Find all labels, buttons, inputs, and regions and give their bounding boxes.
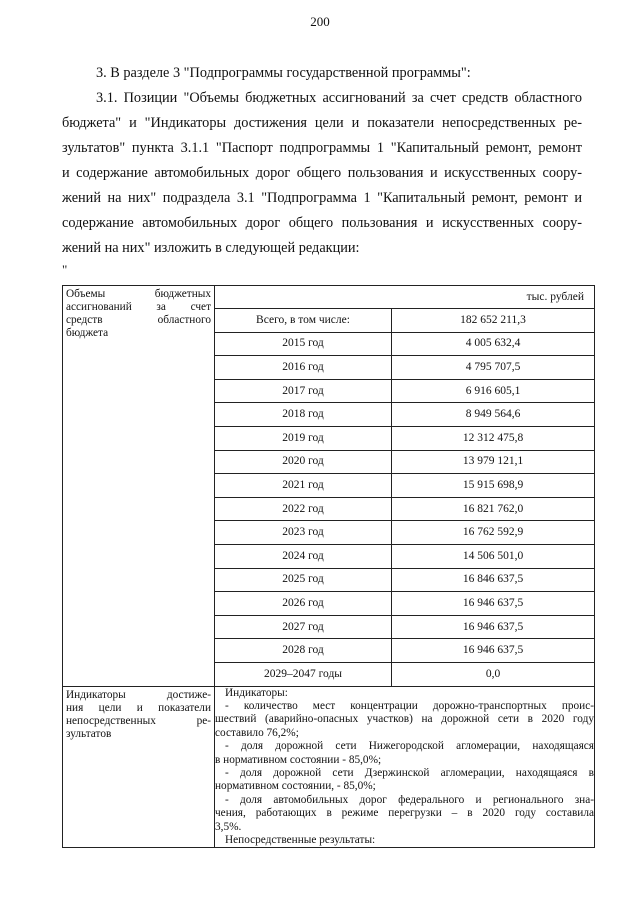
amount-value: 16 946 637,5 [392,639,595,663]
amount-value: 15 915 698,9 [392,474,595,498]
budget-label-line: Объемы бюджетных [66,288,211,300]
year-label: 2019 год [215,426,392,450]
page-number: 200 [310,14,330,29]
section-heading-paragraph [62,61,582,86]
year-label: 2020 год [215,450,392,474]
indicator-line: шествий (аварийно-опасных участков) на дорожной сети в 2020 году [215,713,594,726]
amount-value: 14 506 501,0 [392,544,595,568]
amount-value: 16 946 637,5 [392,615,595,639]
paragraph-line: и содержание автомобильных дорог общего пользования и искусственных соору- [62,165,582,181]
results-heading: Непосредственные результаты: [225,833,376,846]
paragraph-line: зультатов" пункта 3.1.1 "Паспорт подпрограммы 1 "Капитальный ремонт, ремонт [62,140,582,156]
budget-row-period [215,662,594,685]
indicators-row [63,686,595,848]
amount-value: 6 916 605,1 [392,379,595,403]
budget-row-year [215,521,594,545]
year-label: 2028 год [215,639,392,663]
units-row [215,286,594,309]
amount-value: 16 846 637,5 [392,568,595,592]
indicator-line: составило 76,2%; [215,726,299,739]
budget-row-year [215,615,594,639]
budget-row-total [215,309,594,333]
amount-value: 16 946 637,5 [392,592,595,616]
passport-table [62,285,595,848]
amount-value: 16 821 762,0 [392,497,595,521]
amount-value: 4 005 632,4 [392,332,595,356]
year-label: 2025 год [215,568,392,592]
budget-row-year [215,497,594,521]
budget-row-year [215,426,594,450]
budget-row-year [215,592,594,616]
paragraph-line: бюджета" и "Индикаторы достижения цели и показатели непосредственных ре- [62,115,582,131]
year-label: 2021 год [215,474,392,498]
year-label: 2018 год [215,403,392,427]
indicator-line: - доля дорожной сети Нижегородской агломерации, находящаяся [225,740,594,753]
units-label: тыс. рублей [215,286,594,309]
amount-value: 182 652 211,3 [392,309,595,333]
indicators-label-line: зультатов [66,727,112,740]
budget-label-line: средств областного [66,314,211,326]
budget-label-line: ассигнований за счет [66,301,211,313]
budget-row-year [215,639,594,663]
budget-row-year [215,474,594,498]
budget-row-year [215,403,594,427]
budget-row-year [215,544,594,568]
indicators-label-line: ния цели и показатели [66,701,211,714]
indicators-label-cell [63,686,215,848]
budget-row-year [215,379,594,403]
paragraph-line: 3.1. Позиции "Объемы бюджетных ассигнований за счет средств областного [96,90,582,106]
amount-value: 4 795 707,5 [392,356,595,380]
amendment-paragraph [62,86,582,261]
year-label: 2027 год [215,615,392,639]
amount-value: 13 979 121,1 [392,450,595,474]
amount-value: 8 949 564,6 [392,403,595,427]
budget-values-table [215,286,594,686]
year-label: 2015 год [215,332,392,356]
budget-values-cell [215,286,595,687]
budget-label-cell [63,286,215,687]
indicator-line: - доля автомобильных дорог федерального и регионального зна- [225,793,594,806]
amount-value: 12 312 475,8 [392,426,595,450]
budget-row-year [215,356,594,380]
year-label: 2016 год [215,356,392,380]
year-label: 2022 год [215,497,392,521]
indicator-line: чения, работающих в режиме перегрузки – в 2020 году составила [215,807,594,820]
opening-quote-mark: " [62,262,68,277]
year-label: 2023 год [215,521,392,545]
indicators-label-line: непосредственных ре- [66,714,211,727]
year-label: 2017 год [215,379,392,403]
budget-row-year [215,568,594,592]
year-label: Всего, в том числе: [215,309,392,333]
indicator-line: 3,5%. [215,820,242,833]
year-label: 2029–2047 годы [215,662,392,685]
budget-row-year [215,332,594,356]
amount-value: 0,0 [392,662,595,685]
year-label: 2026 год [215,592,392,616]
indicator-line: - количество мест концентрации дорожно-транспортных проис- [225,699,594,712]
paragraph-line: содержание автомобильных дорог общего пользования и искусственных соору- [62,215,582,231]
budget-label-line: бюджета [66,327,109,339]
indicators-label-line: Индикаторы достиже- [66,688,211,701]
budget-row-year [215,450,594,474]
paragraph-line: 3. В разделе 3 "Подпрограммы государственной программы": [96,65,471,81]
indicator-line: нормативном состоянии, - 85,0%; [215,780,376,793]
budget-row [63,286,595,687]
paragraph-line: жений на них" изложить в следующей редакции: [62,240,360,256]
indicator-line: в нормативном состоянии - 85,0%; [215,753,382,766]
year-label: 2024 год [215,544,392,568]
amount-value: 16 762 592,9 [392,521,595,545]
paragraph-line: жений на них" подраздела 3.1 "Подпрограмма 1 "Капитальный ремонт, ремонт и [62,190,582,206]
indicators-heading: Индикаторы: [225,686,288,699]
indicator-line: - доля дорожной сети Дзержинской агломерации, находящаяся в [225,766,594,779]
indicators-content-cell [215,686,595,848]
